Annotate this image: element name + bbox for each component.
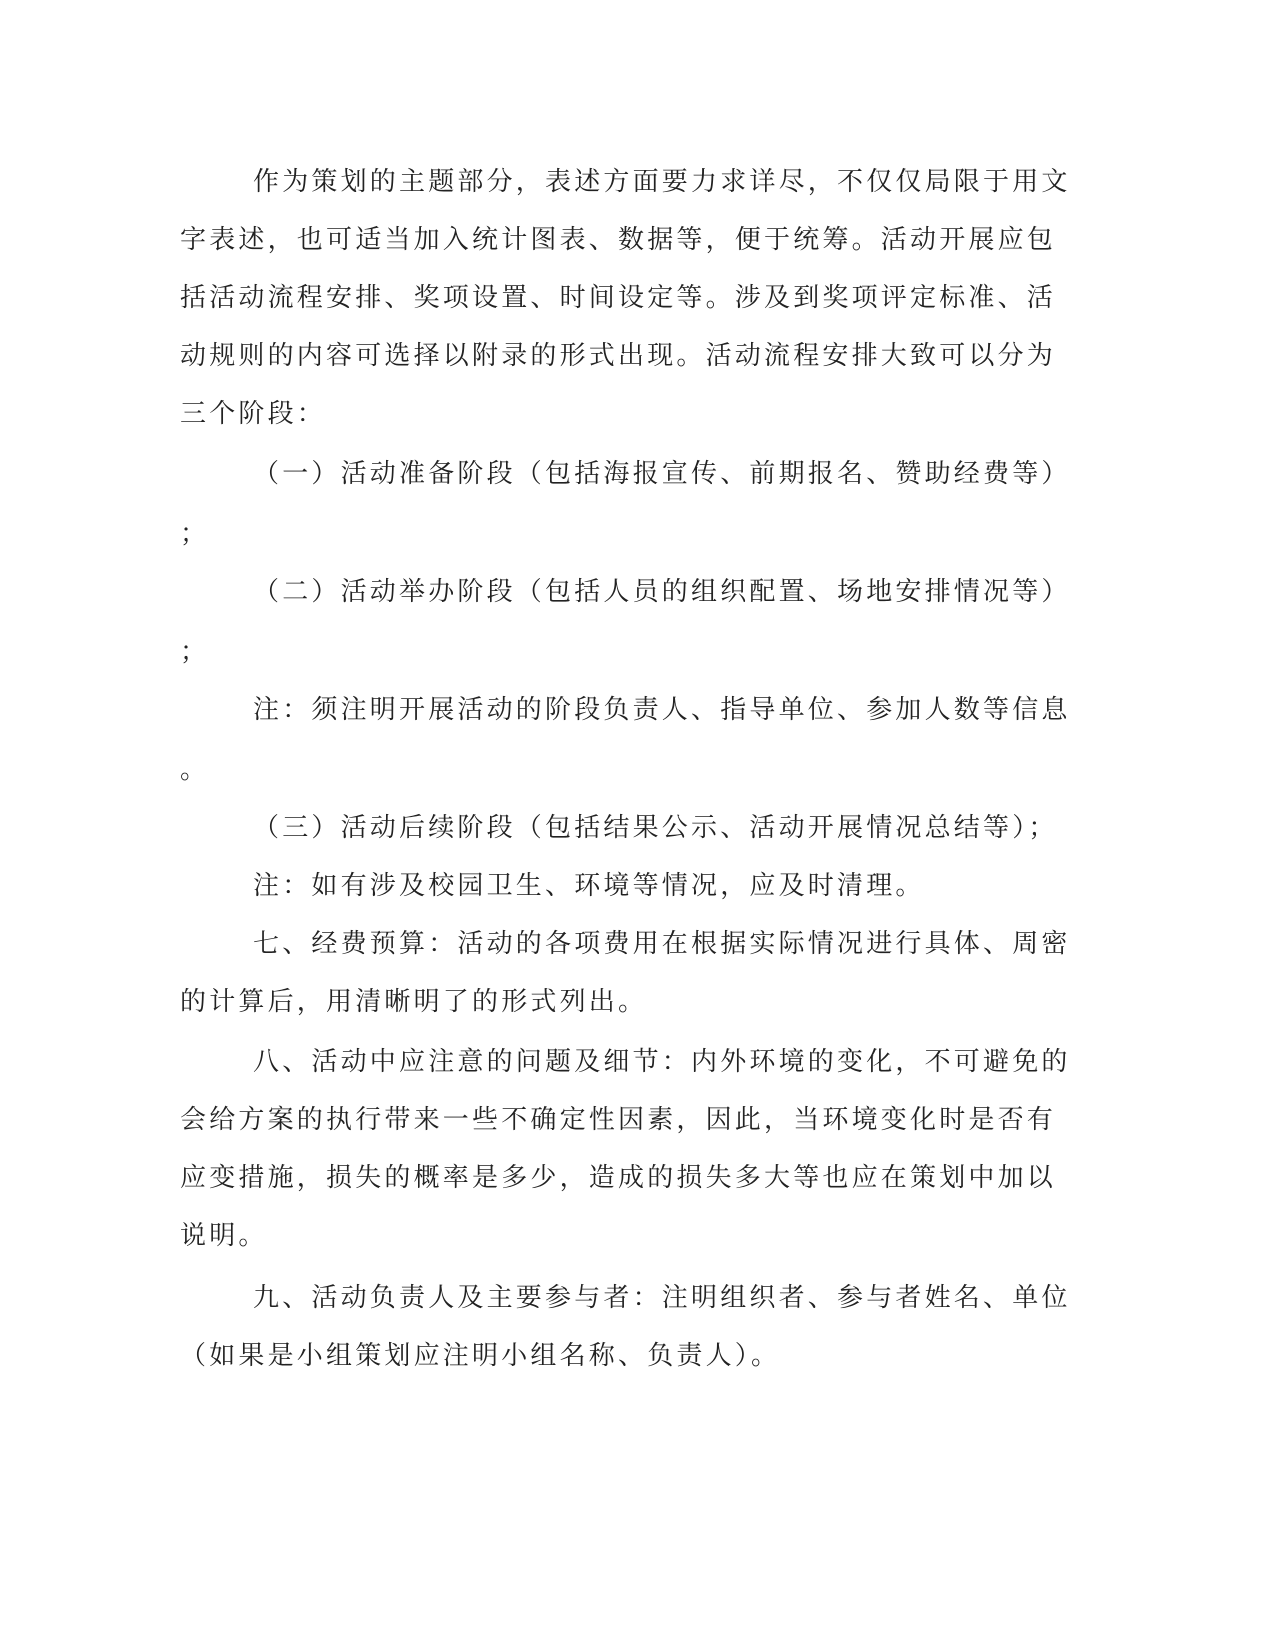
text-line: 括活动流程安排、奖项设置、时间设定等。涉及到奖项评定标准、活 [180, 283, 1057, 313]
text-line: （如果是小组策划应注明小组名称、负责人）。 [180, 1341, 781, 1371]
text-line: 八、活动中应注意的问题及细节：内外环境的变化，不可避免的 [253, 1047, 1071, 1077]
text-line: ； [180, 637, 210, 667]
text-line: 作为策划的主题部分，表述方面要力求详尽，不仅仅局限于用文 [253, 167, 1071, 197]
text-line: 字表述，也可适当加入统计图表、数据等，便于统筹。活动开展应包 [180, 225, 1057, 255]
text-line: （三）活动后续阶段（包括结果公示、活动开展情况总结等）； [253, 813, 1058, 843]
text-line: 注：须注明开展活动的阶段负责人、指导单位、参加人数等信息 [253, 695, 1071, 725]
text-line: 九、活动负责人及主要参与者：注明组织者、参与者姓名、单位 [253, 1283, 1071, 1313]
text-line: 会给方案的执行带来一些不确定性因素，因此，当环境变化时是否有 [180, 1105, 1057, 1135]
text-line: 动规则的内容可选择以附录的形式出现。活动流程安排大致可以分为 [180, 341, 1057, 371]
text-line: 。 [180, 755, 210, 785]
text-line: ； [180, 519, 210, 549]
text-line: （一）活动准备阶段（包括海报宣传、前期报名、赞助经费等） [253, 459, 1071, 489]
text-line: 七、经费预算：活动的各项费用在根据实际情况进行具体、周密 [253, 929, 1071, 959]
text-line: 的计算后，用清晰明了的形式列出。 [180, 987, 648, 1017]
text-line: 说明。 [180, 1221, 268, 1251]
text-line: 三个阶段： [180, 399, 327, 429]
text-line: （二）活动举办阶段（包括人员的组织配置、场地安排情况等） [253, 577, 1071, 607]
text-line: 注：如有涉及校园卫生、环境等情况，应及时清理。 [253, 871, 925, 901]
text-line: 应变措施，损失的概率是多少，造成的损失多大等也应在策划中加以 [180, 1163, 1057, 1193]
